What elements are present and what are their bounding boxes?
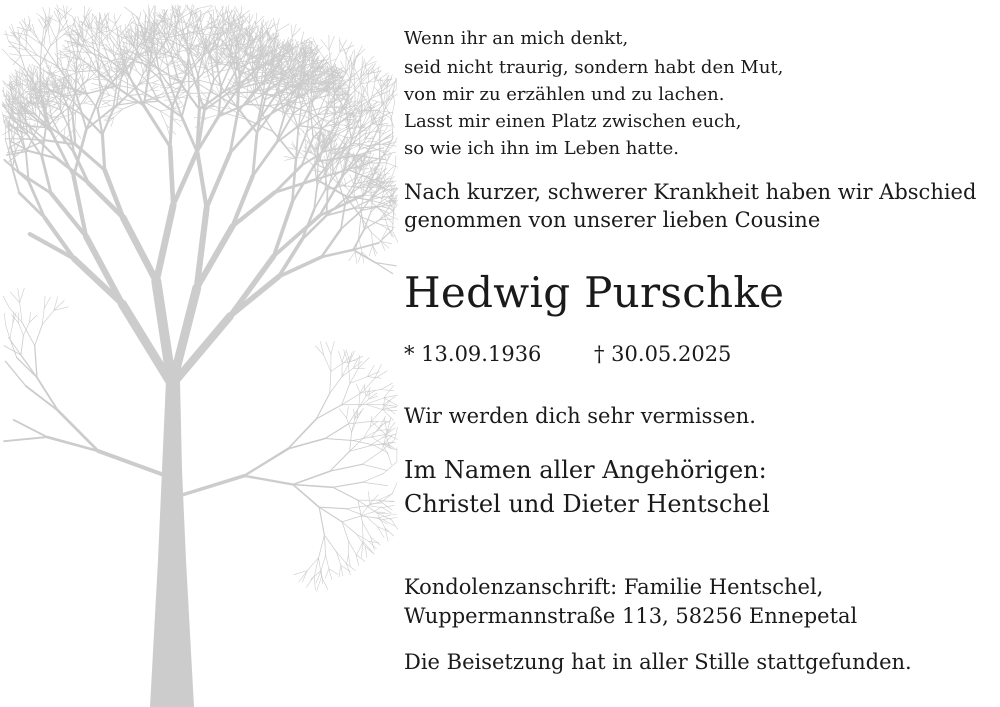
burial-note: Die Beisetzung hat in aller Stille stattgefunden.: [404, 650, 912, 674]
poem-line-1: Wenn ihr an mich denkt,: [404, 28, 629, 49]
life-dates: [404, 342, 804, 366]
farewell-line: Wir werden dich sehr vermissen.: [404, 404, 756, 428]
poem-line-5: so wie ich ihn im Leben hatte.: [404, 138, 679, 159]
poem-line-4: Lasst mir einen Platz zwischen euch,: [404, 111, 742, 132]
address-line-2: Wuppermannstraße 113, 58256 Ennepetal: [404, 604, 858, 628]
address-line-1: Kondolenzanschrift: Familie Hentschel,: [404, 575, 824, 599]
intro-line-1: Nach kurzer, schwerer Krankheit haben wir Abschied: [404, 180, 977, 204]
intro-line-2: genommen von unserer lieben Cousine: [404, 208, 821, 232]
poem-line-3: von mir zu erzählen und zu lachen.: [404, 84, 725, 105]
death-date: † 30.05.2025: [594, 342, 732, 366]
signature-line-1: Im Namen aller Angehörigen:: [404, 456, 767, 484]
bare-tree-illustration: [0, 0, 400, 707]
signature-line-2: Christel und Dieter Hentschel: [404, 490, 770, 518]
birth-date: * 13.09.1936: [404, 342, 542, 366]
deceased-name: Hedwig Purschke: [404, 268, 785, 317]
poem-line-2: seid nicht traurig, sondern habt den Mut,: [404, 57, 784, 78]
